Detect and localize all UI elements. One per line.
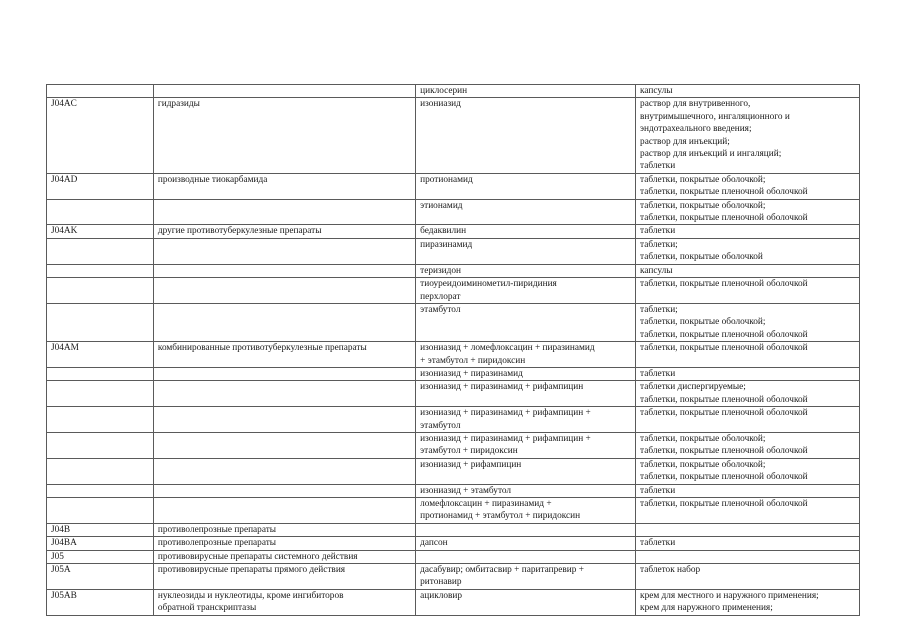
cell-group-name bbox=[153, 432, 415, 458]
cell-drug-name: изониазид + пиразинамид bbox=[416, 367, 636, 380]
cell-drug-name: циклосерин bbox=[416, 85, 636, 98]
cell-dosage-form: таблетки, покрытые пленочной оболочкой bbox=[636, 498, 860, 524]
cell-group-name: производные тиокарбамида bbox=[153, 173, 415, 199]
table-row bbox=[47, 498, 860, 524]
cell-group-name bbox=[153, 458, 415, 484]
cell-group-name bbox=[153, 498, 415, 524]
cell-drug-name bbox=[416, 550, 636, 563]
cell-group-name bbox=[153, 484, 415, 497]
cell-dosage-form: капсулы bbox=[636, 85, 860, 98]
cell-atc-code bbox=[47, 458, 154, 484]
cell-dosage-form bbox=[636, 550, 860, 563]
cell-group-name bbox=[153, 407, 415, 433]
drug-table bbox=[46, 84, 860, 616]
table-row bbox=[47, 564, 860, 590]
cell-atc-code: J04AK bbox=[47, 225, 154, 238]
cell-group-name: противовирусные препараты системного действия bbox=[153, 550, 415, 563]
cell-group-name bbox=[153, 238, 415, 264]
cell-atc-code bbox=[47, 432, 154, 458]
cell-atc-code: J05AB bbox=[47, 589, 154, 615]
cell-atc-code bbox=[47, 367, 154, 380]
table-row bbox=[47, 589, 860, 615]
table-row bbox=[47, 278, 860, 304]
cell-dosage-form: таблетки bbox=[636, 367, 860, 380]
table-row bbox=[47, 238, 860, 264]
cell-atc-code bbox=[47, 498, 154, 524]
cell-atc-code bbox=[47, 484, 154, 497]
table-row bbox=[47, 98, 860, 173]
cell-atc-code bbox=[47, 199, 154, 225]
table-row bbox=[47, 85, 860, 98]
table-row bbox=[47, 537, 860, 550]
cell-group-name: противолепрозные препараты bbox=[153, 537, 415, 550]
table-row bbox=[47, 225, 860, 238]
cell-dosage-form: крем для местного и наружного применения; крем для наружного применения; bbox=[636, 589, 860, 615]
cell-atc-code: J05 bbox=[47, 550, 154, 563]
table-row bbox=[47, 407, 860, 433]
table-row bbox=[47, 367, 860, 380]
cell-atc-code: J04B bbox=[47, 523, 154, 536]
table-row bbox=[47, 342, 860, 368]
cell-atc-code: J04AM bbox=[47, 342, 154, 368]
cell-drug-name: изониазид + рифампицин bbox=[416, 458, 636, 484]
cell-dosage-form: таблетки bbox=[636, 484, 860, 497]
cell-group-name bbox=[153, 85, 415, 98]
cell-atc-code: J04BA bbox=[47, 537, 154, 550]
cell-atc-code bbox=[47, 303, 154, 341]
cell-atc-code bbox=[47, 85, 154, 98]
cell-atc-code bbox=[47, 264, 154, 277]
cell-atc-code: J04AC bbox=[47, 98, 154, 173]
cell-group-name: гидразиды bbox=[153, 98, 415, 173]
table-row bbox=[47, 303, 860, 341]
cell-drug-name: тиоуреидоиминометил-пиридиния перхлорат bbox=[416, 278, 636, 304]
cell-group-name bbox=[153, 278, 415, 304]
cell-drug-name: ломефлоксацин + пиразинамид + протионамид + этамбутол + пиридоксин bbox=[416, 498, 636, 524]
cell-drug-name: ацикловир bbox=[416, 589, 636, 615]
cell-drug-name: изониазид + пиразинамид + рифампицин + этамбутол + пиридоксин bbox=[416, 432, 636, 458]
cell-group-name: другие противотуберкулезные препараты bbox=[153, 225, 415, 238]
cell-drug-name: протионамид bbox=[416, 173, 636, 199]
cell-dosage-form: таблетки, покрытые оболочкой; таблетки, покрытые пленочной оболочкой bbox=[636, 173, 860, 199]
cell-dosage-form: таблетки; таблетки, покрытые оболочкой; таблетки, покрытые пленочной оболочкой bbox=[636, 303, 860, 341]
cell-drug-name: изониазид + пиразинамид + рифампицин bbox=[416, 381, 636, 407]
cell-dosage-form: таблетки диспергируемые; таблетки, покрытые пленочной оболочкой bbox=[636, 381, 860, 407]
cell-dosage-form: таблетки bbox=[636, 225, 860, 238]
cell-drug-name: изониазид bbox=[416, 98, 636, 173]
cell-drug-name: дапсон bbox=[416, 537, 636, 550]
cell-dosage-form: таблетки, покрытые пленочной оболочкой bbox=[636, 407, 860, 433]
table-row bbox=[47, 458, 860, 484]
cell-dosage-form: таблетки, покрытые оболочкой; таблетки, покрытые пленочной оболочкой bbox=[636, 432, 860, 458]
cell-dosage-form: раствор для внутривенного, внутримышечного, ингаляционного и эндотрахеального введения; раствор для инъекций; раствор для инъекций и ингаляций; таблетки bbox=[636, 98, 860, 173]
table-row bbox=[47, 173, 860, 199]
cell-group-name: противовирусные препараты прямого действия bbox=[153, 564, 415, 590]
table-row bbox=[47, 484, 860, 497]
cell-drug-name bbox=[416, 523, 636, 536]
cell-group-name: нуклеозиды и нуклеотиды, кроме ингибиторов обратной транскриптазы bbox=[153, 589, 415, 615]
table-row bbox=[47, 523, 860, 536]
table-body bbox=[47, 85, 860, 616]
cell-drug-name: этамбутол bbox=[416, 303, 636, 341]
cell-dosage-form: таблетки bbox=[636, 537, 860, 550]
cell-drug-name: изониазид + ломефлоксацин + пиразинамид + этамбутол + пиридоксин bbox=[416, 342, 636, 368]
cell-drug-name: теризидон bbox=[416, 264, 636, 277]
cell-dosage-form: капсулы bbox=[636, 264, 860, 277]
cell-group-name bbox=[153, 303, 415, 341]
cell-group-name bbox=[153, 381, 415, 407]
table-row bbox=[47, 264, 860, 277]
table-row bbox=[47, 432, 860, 458]
cell-group-name: противолепрозные препараты bbox=[153, 523, 415, 536]
cell-group-name: комбинированные противотуберкулезные препараты bbox=[153, 342, 415, 368]
cell-dosage-form bbox=[636, 523, 860, 536]
cell-atc-code: J05A bbox=[47, 564, 154, 590]
cell-drug-name: изониазид + этамбутол bbox=[416, 484, 636, 497]
cell-atc-code: J04AD bbox=[47, 173, 154, 199]
cell-group-name bbox=[153, 367, 415, 380]
cell-dosage-form: таблетки; таблетки, покрытые оболочкой bbox=[636, 238, 860, 264]
cell-drug-name: пиразинамид bbox=[416, 238, 636, 264]
cell-dosage-form: таблетки, покрытые оболочкой; таблетки, покрытые пленочной оболочкой bbox=[636, 199, 860, 225]
cell-atc-code bbox=[47, 381, 154, 407]
table-row bbox=[47, 199, 860, 225]
cell-drug-name: дасабувир; омбитасвир + паритапревир + ритонавир bbox=[416, 564, 636, 590]
cell-dosage-form: таблетки, покрытые оболочкой; таблетки, покрытые пленочной оболочкой bbox=[636, 458, 860, 484]
cell-dosage-form: таблетки, покрытые пленочной оболочкой bbox=[636, 278, 860, 304]
table-row bbox=[47, 550, 860, 563]
cell-drug-name: бедаквилин bbox=[416, 225, 636, 238]
cell-group-name bbox=[153, 199, 415, 225]
cell-atc-code bbox=[47, 238, 154, 264]
cell-atc-code bbox=[47, 278, 154, 304]
cell-group-name bbox=[153, 264, 415, 277]
cell-drug-name: изониазид + пиразинамид + рифампицин + этамбутол bbox=[416, 407, 636, 433]
cell-atc-code bbox=[47, 407, 154, 433]
cell-dosage-form: таблетки, покрытые пленочной оболочкой bbox=[636, 342, 860, 368]
cell-drug-name: этионамид bbox=[416, 199, 636, 225]
table-row bbox=[47, 381, 860, 407]
cell-dosage-form: таблеток набор bbox=[636, 564, 860, 590]
